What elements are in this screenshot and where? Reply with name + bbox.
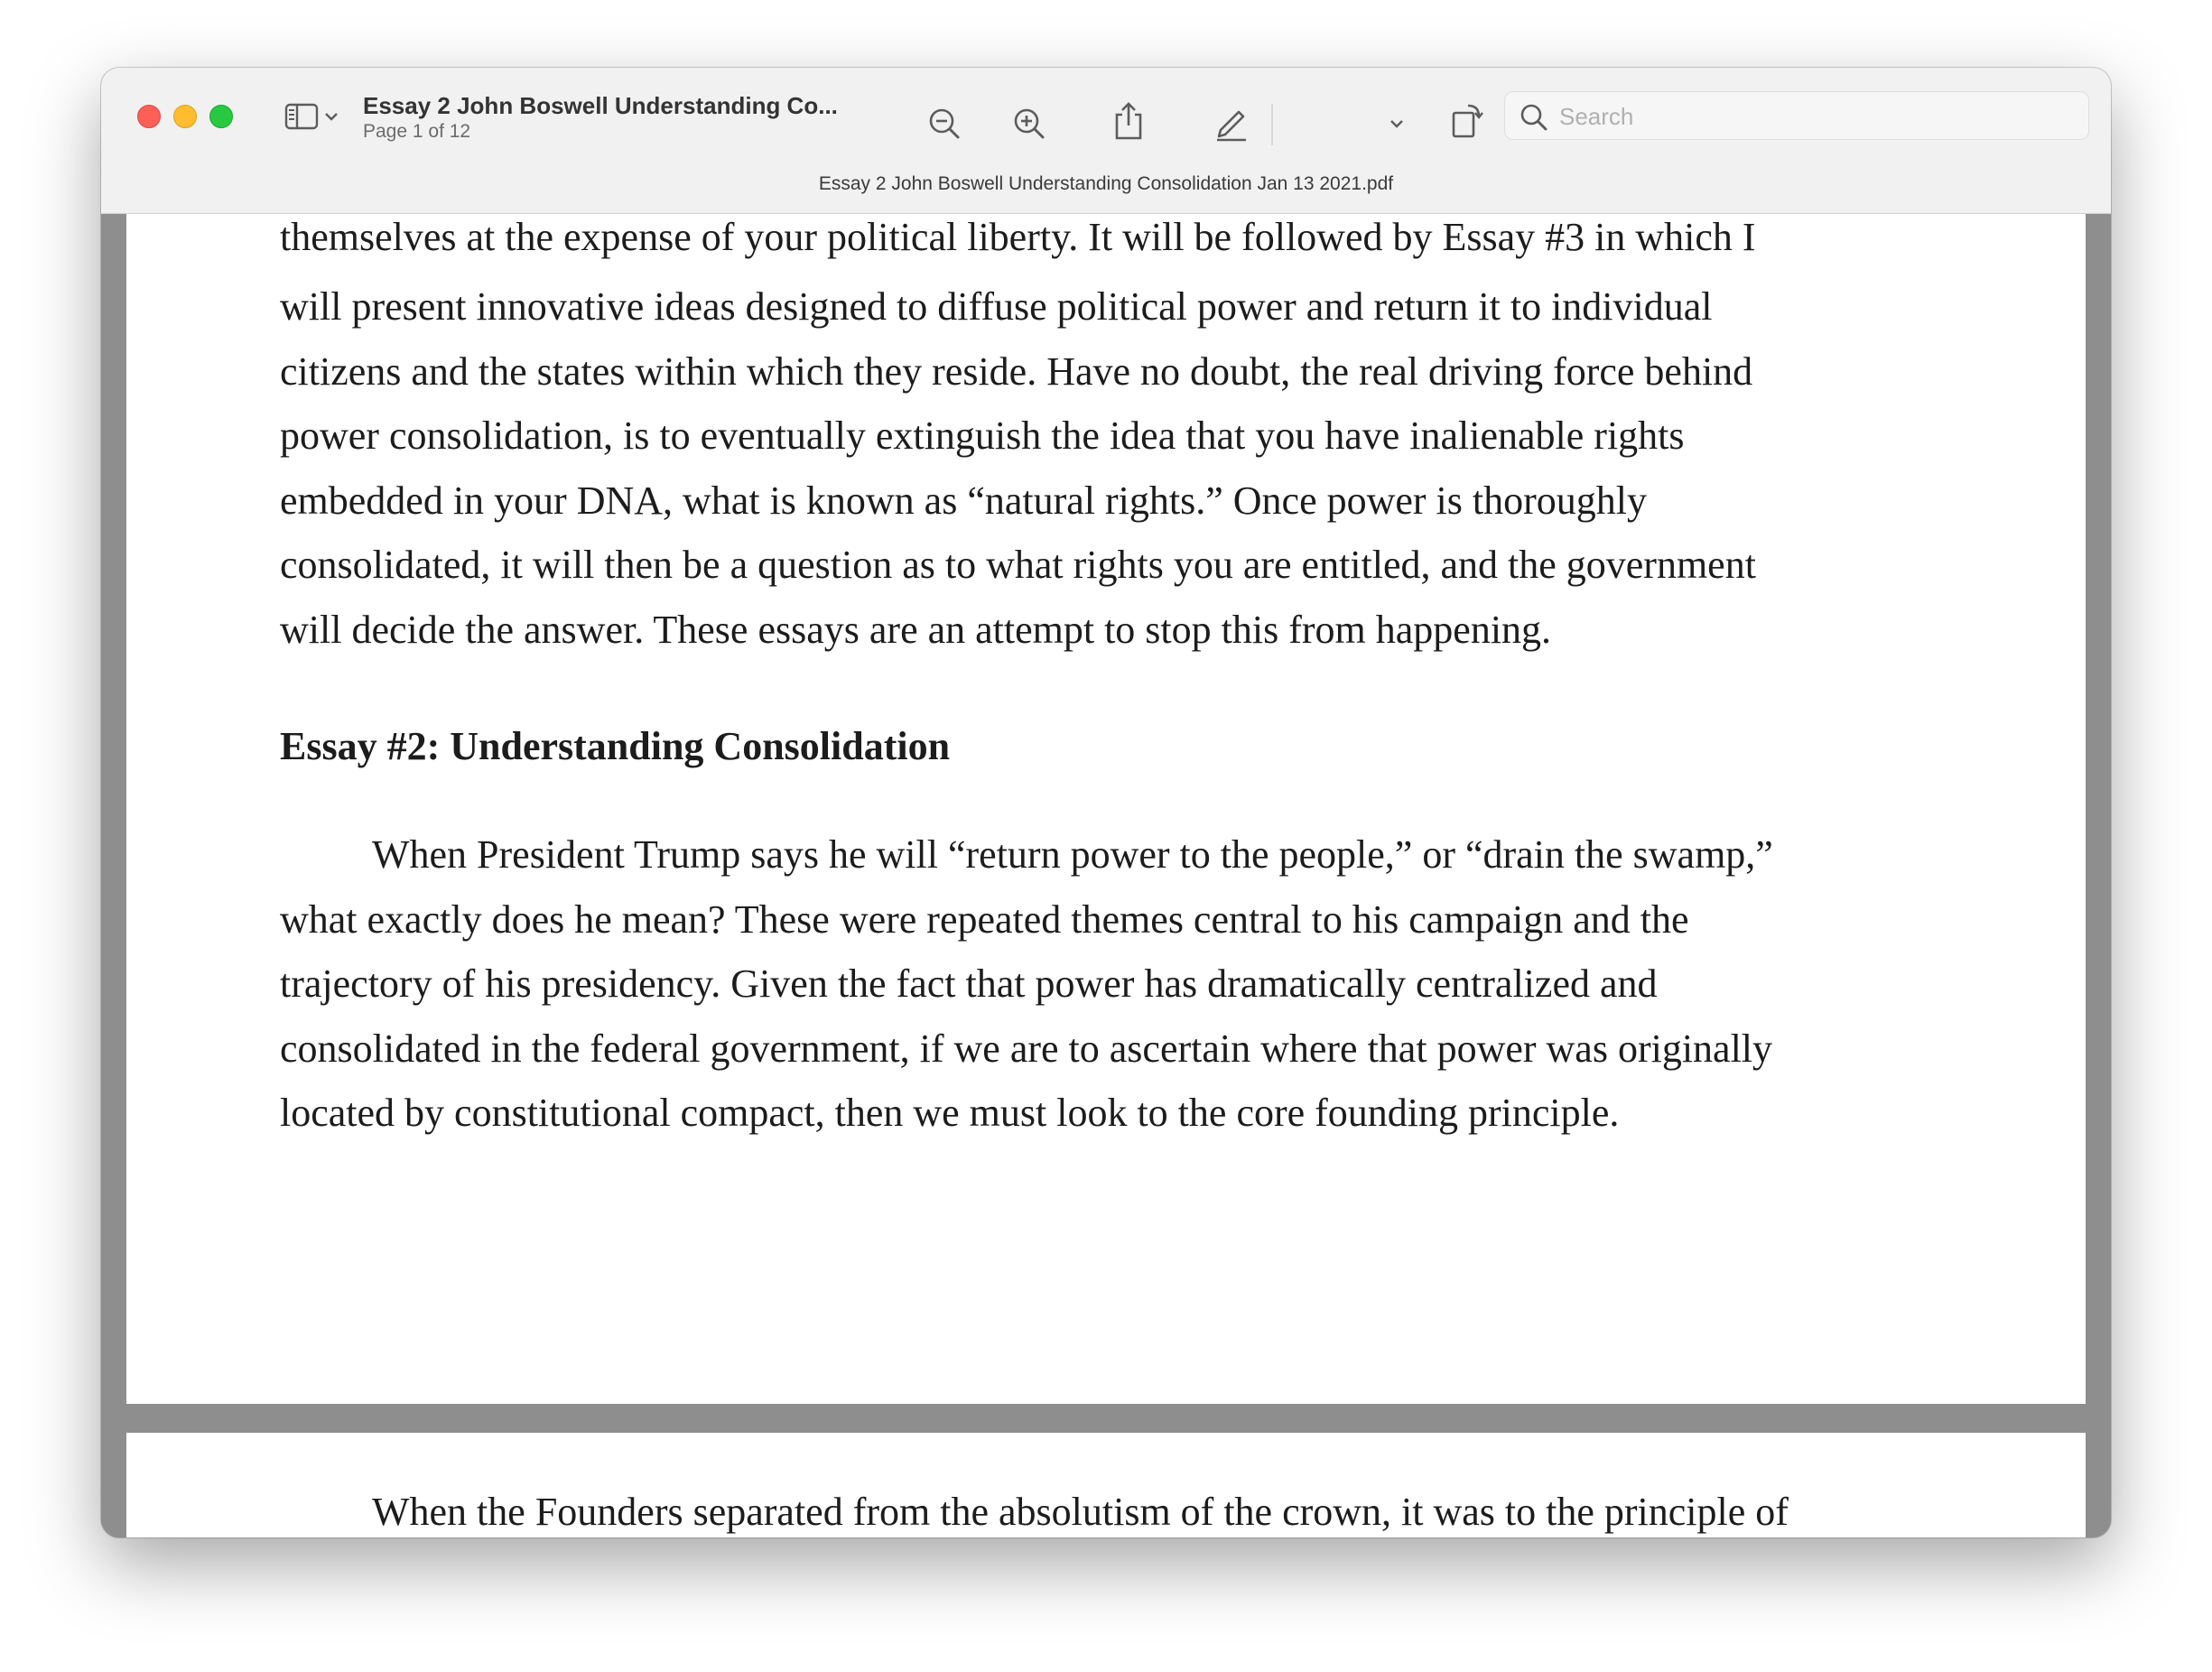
paragraph-intro [280, 214, 2049, 662]
highlight-options-button[interactable] [1383, 111, 1410, 136]
sidebar-icon [284, 102, 321, 131]
paragraph-page2 [280, 1480, 2049, 1537]
text-line: what exactly does he mean? These were repeated themes central to his campaign and the [280, 896, 1689, 942]
text-line: themselves at the expense of your political liberty. It will be followed by Essay #3 in which I [280, 215, 1756, 259]
minimize-window-button[interactable] [173, 105, 197, 128]
document-title: Essay 2 John Boswell Understanding Co... [363, 92, 838, 119]
text-line: consolidated in the federal government, if we are to ascertain where that power was originally [280, 1026, 1773, 1071]
essay-heading: Essay #2: Understanding Consolidation [280, 724, 951, 768]
titlebar [101, 68, 2111, 214]
document-canvas[interactable] [101, 214, 2111, 1537]
maximize-window-button[interactable] [209, 105, 233, 128]
zoom-out-icon [926, 106, 962, 142]
toolbar-divider [1271, 104, 1273, 145]
search-field[interactable] [1504, 91, 2089, 140]
document-title-block [363, 91, 869, 144]
rotate-button[interactable] [1445, 95, 1488, 144]
pdf-page [126, 1433, 2086, 1537]
zoom-out-button[interactable] [923, 102, 966, 145]
text-line: When the Founders separated from the absolutism of the crown, it was to the principle of [372, 1490, 1789, 1534]
search-icon [1520, 103, 1548, 136]
sidebar-toggle-button[interactable] [278, 98, 345, 135]
pdf-page [126, 214, 2086, 1404]
search-input[interactable] [1557, 99, 2067, 134]
chevron-down-icon [324, 111, 339, 122]
share-icon [1112, 100, 1145, 142]
zoom-in-icon [1011, 106, 1047, 142]
zoom-in-button[interactable] [1008, 102, 1051, 145]
text-line: located by constitutional compact, then we must look to the core founding principle. [280, 1091, 1620, 1135]
rotate-icon [1448, 98, 1484, 140]
highlight-button[interactable] [1208, 100, 1255, 145]
file-name-label: Essay 2 John Boswell Understanding Consolidation Jan 13 2021.pdf [818, 173, 1394, 194]
text-line: citizens and the states within which they reside. Have no doubt, the real driving force behind [280, 348, 1753, 394]
text-line: will present innovative ideas designed to diffuse political power and return it to individual [280, 284, 1713, 329]
chevron-down-icon [1389, 118, 1404, 129]
paragraph-main [280, 822, 2049, 1146]
preview-window [101, 68, 2111, 1537]
page-indicator: Page 1 of 12 [363, 121, 471, 142]
share-button[interactable] [1107, 97, 1150, 145]
text-line: When President Trump says he will “return power to the people,” or “drain the swamp,” [372, 832, 1773, 877]
text-line: trajectory of his presidency. Given the fact that power has dramatically centralized and [280, 961, 1658, 1006]
text-line: consolidated, it will then be a question as to what rights you are entitled, and the government [280, 543, 1756, 587]
text-line: embedded in your DNA, what is known as “natural rights.” Once power is thoroughly [280, 478, 1648, 523]
text-line: will decide the answer. These essays are an attempt to stop this from happening. [280, 607, 1552, 652]
close-window-button[interactable] [137, 105, 161, 128]
highlight-pen-icon [1212, 103, 1251, 143]
text-line: power consolidation, is to eventually extinguish the idea that you have inalienable rights [280, 413, 1685, 458]
